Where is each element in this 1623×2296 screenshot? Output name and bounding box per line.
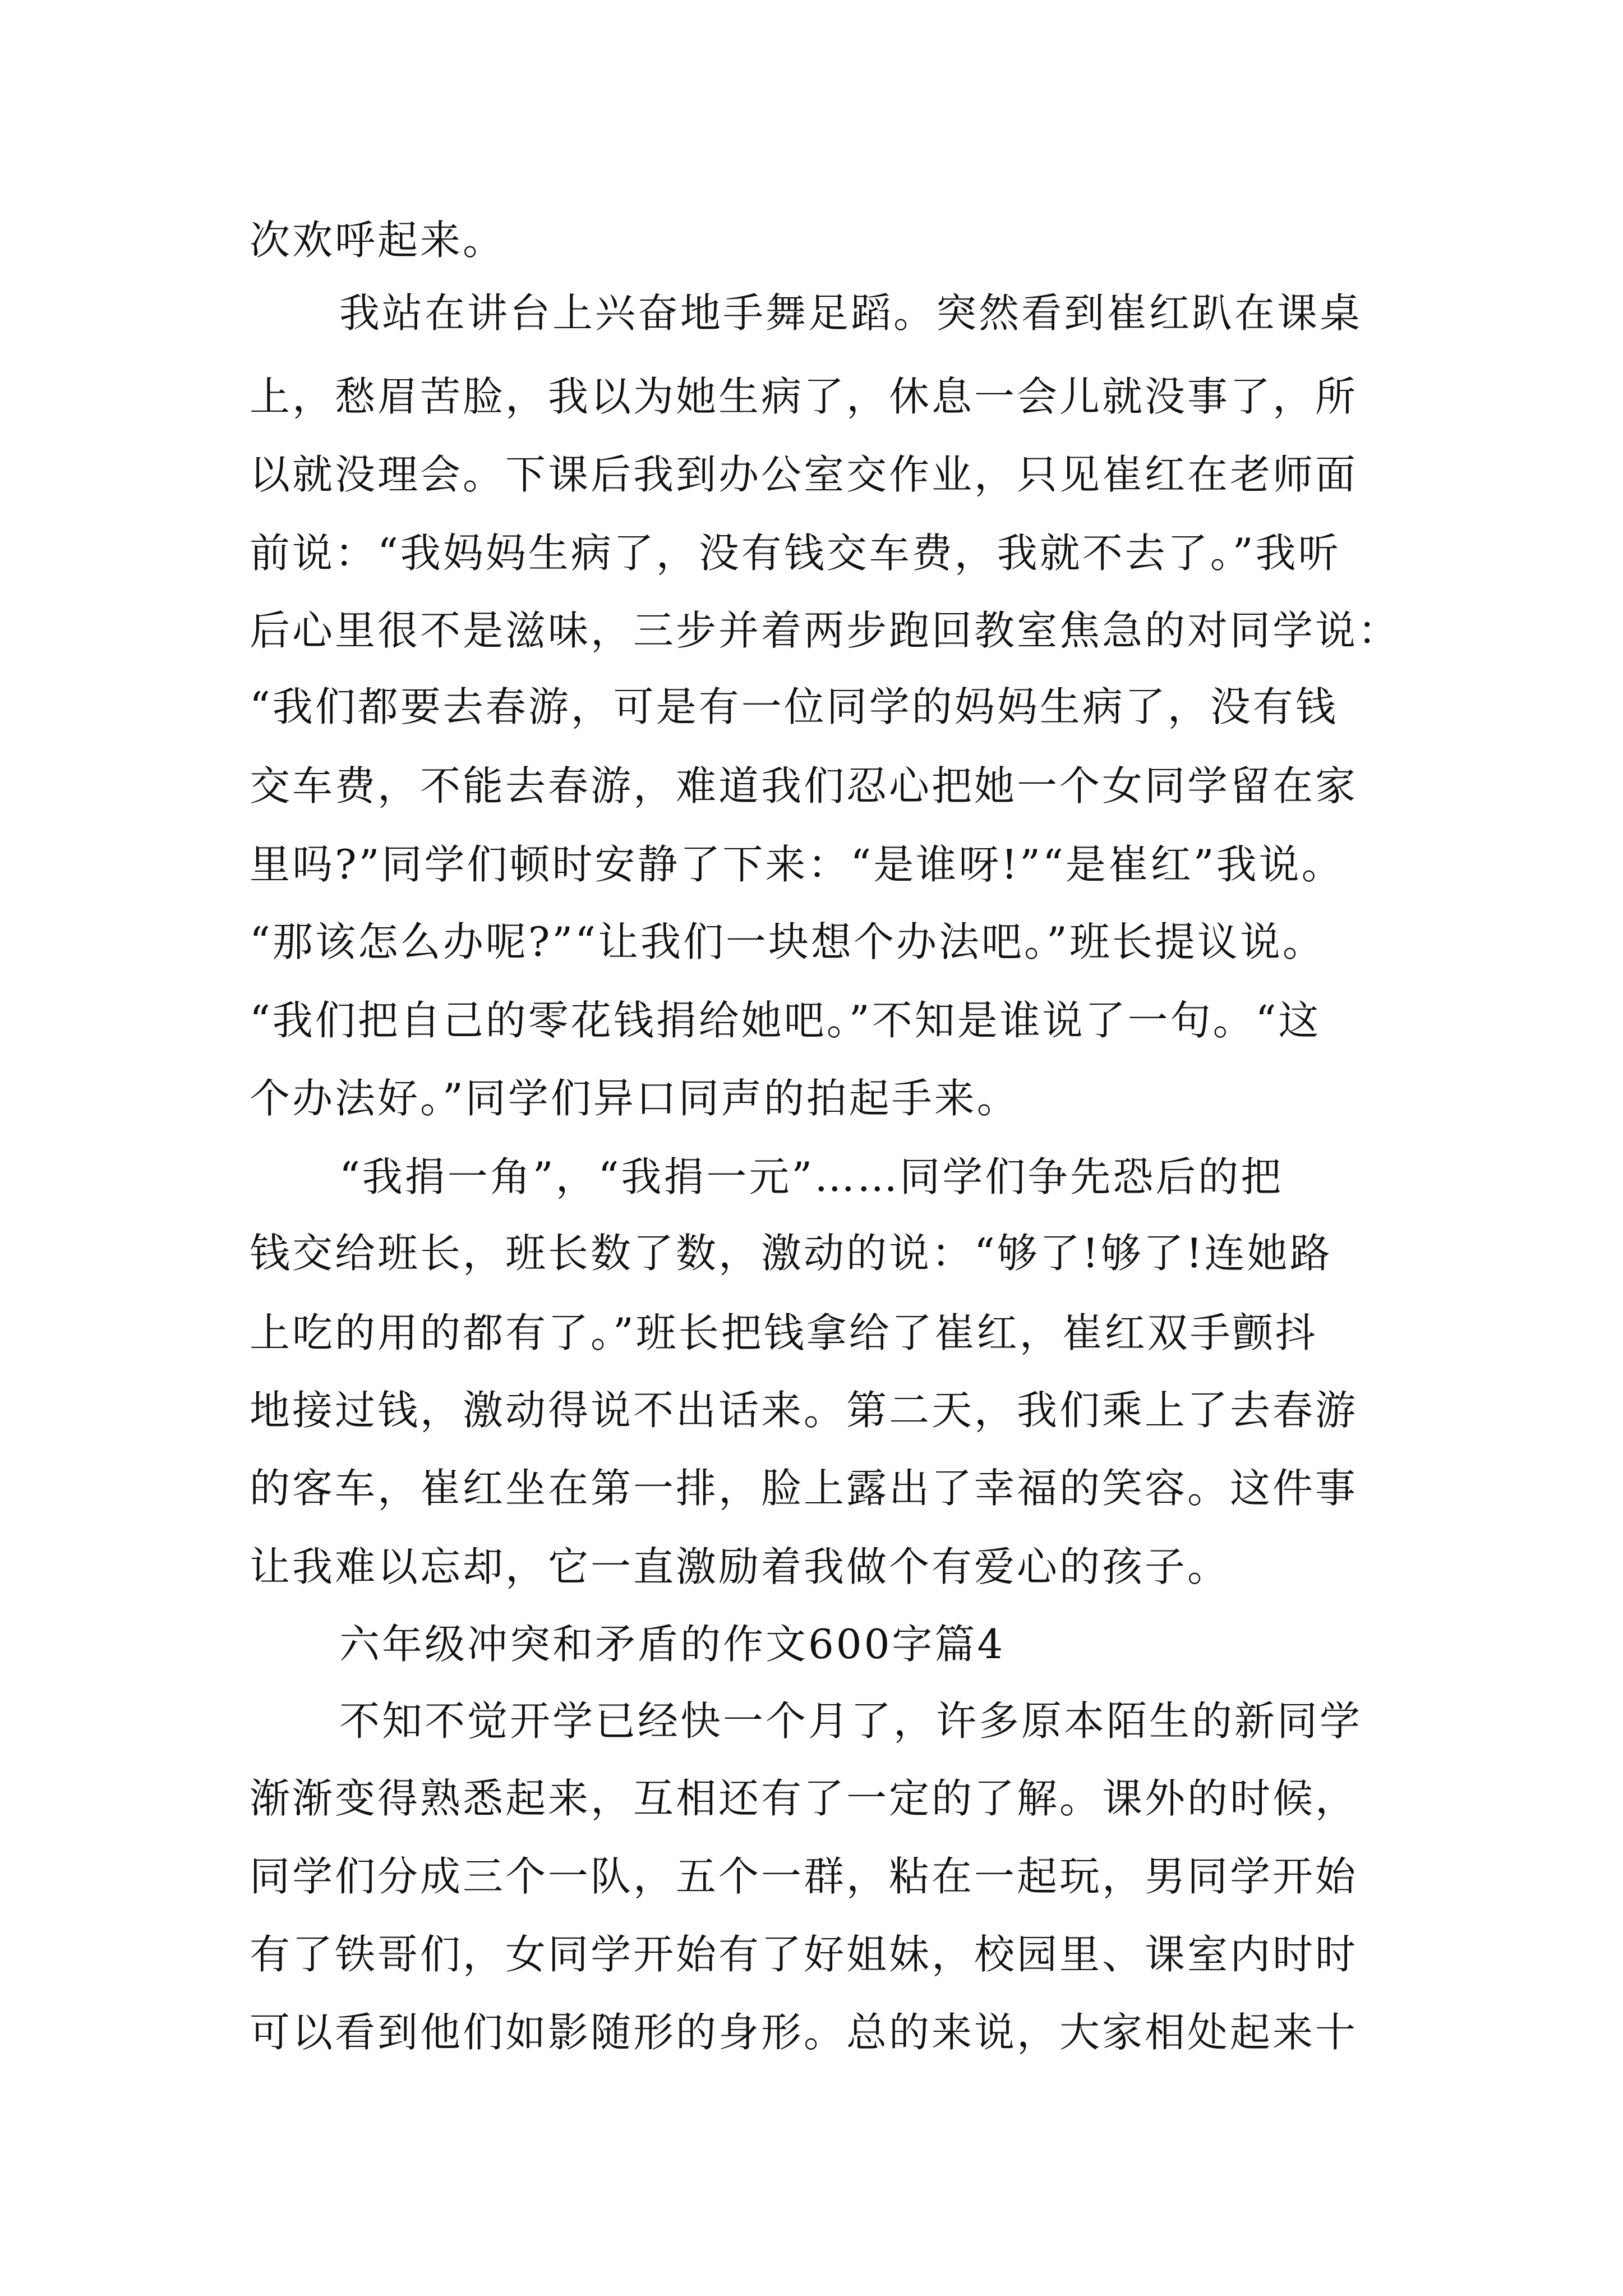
section-heading: 六年级冲突和矛盾的作文600字篇4 <box>339 1621 1006 1668</box>
text-line: 不知不觉开学已经快一个月了，许多原本陌生的新同学 <box>339 1697 1363 1745</box>
text-line: 前说：“我妈妈生病了，没有钱交车费，我就不去了。”我听 <box>250 530 1341 577</box>
text-line: 次欢呼起来。 <box>250 217 506 264</box>
text-line: 上，愁眉苦脸，我以为她生病了，休息一会儿就没事了，所 <box>250 373 1358 420</box>
text-line: “那该怎么办呢?”“让我们一块想个办法吧。”班长提议说。 <box>250 918 1325 965</box>
text-line: 我站在讲台上兴奋地手舞足蹈。突然看到崔红趴在课桌 <box>339 289 1363 337</box>
text-line: 地接过钱，激动得说不出话来。第二天，我们乘上了去春游 <box>250 1387 1358 1434</box>
text-line: 个办法好。”同学们异口同声的拍起手来。 <box>250 1075 1020 1122</box>
text-line: 里吗?”同学们顿时安静了下来：“是谁呀!”“是崔红”我说。 <box>250 841 1344 888</box>
text-line: “我捐一角”，“我捐一元”……同学们争先恐后的把 <box>339 1153 1284 1200</box>
text-line: “我们把自己的零花钱捐给她吧。”不知是谁说了一句。“这 <box>250 997 1321 1044</box>
text-line: 后心里很不是滋味，三步并着两步跑回教室焦急的对同学说： <box>250 607 1401 654</box>
text-line: 渐渐变得熟悉起来，互相还有了一定的了解。课外的时候， <box>250 1775 1358 1822</box>
text-line: 交车费，不能去春游，难道我们忍心把她一个女同学留在家 <box>250 762 1358 809</box>
text-line: 以就没理会。下课后我到办公室交作业，只见崔红在老师面 <box>250 451 1358 498</box>
text-line: 钱交给班长，班长数了数，激动的说：“够了!够了!连她路 <box>250 1230 1332 1277</box>
text-line: 可以看到他们如影随形的身形。总的来说，大家相处起来十 <box>250 2009 1358 2056</box>
text-line: 同学们分成三个一队，五个一群，粘在一起玩，男同学开始 <box>250 1853 1358 1900</box>
text-line: 让我难以忘却，它一直激励着我做个有爱心的孩子。 <box>250 1543 1230 1590</box>
text-line: 的客车，崔红坐在第一排，脸上露出了幸福的笑容。这件事 <box>250 1465 1358 1512</box>
text-line: “我们都要去春游，可是有一位同学的妈妈生病了，没有钱 <box>250 683 1338 730</box>
text-line: 上吃的用的都有了。”班长把钱拿给了崔红，崔红双手颤抖 <box>250 1309 1318 1356</box>
text-line: 有了铁哥们，女同学开始有了好姐妹，校园里、课室内时时 <box>250 1931 1358 1978</box>
